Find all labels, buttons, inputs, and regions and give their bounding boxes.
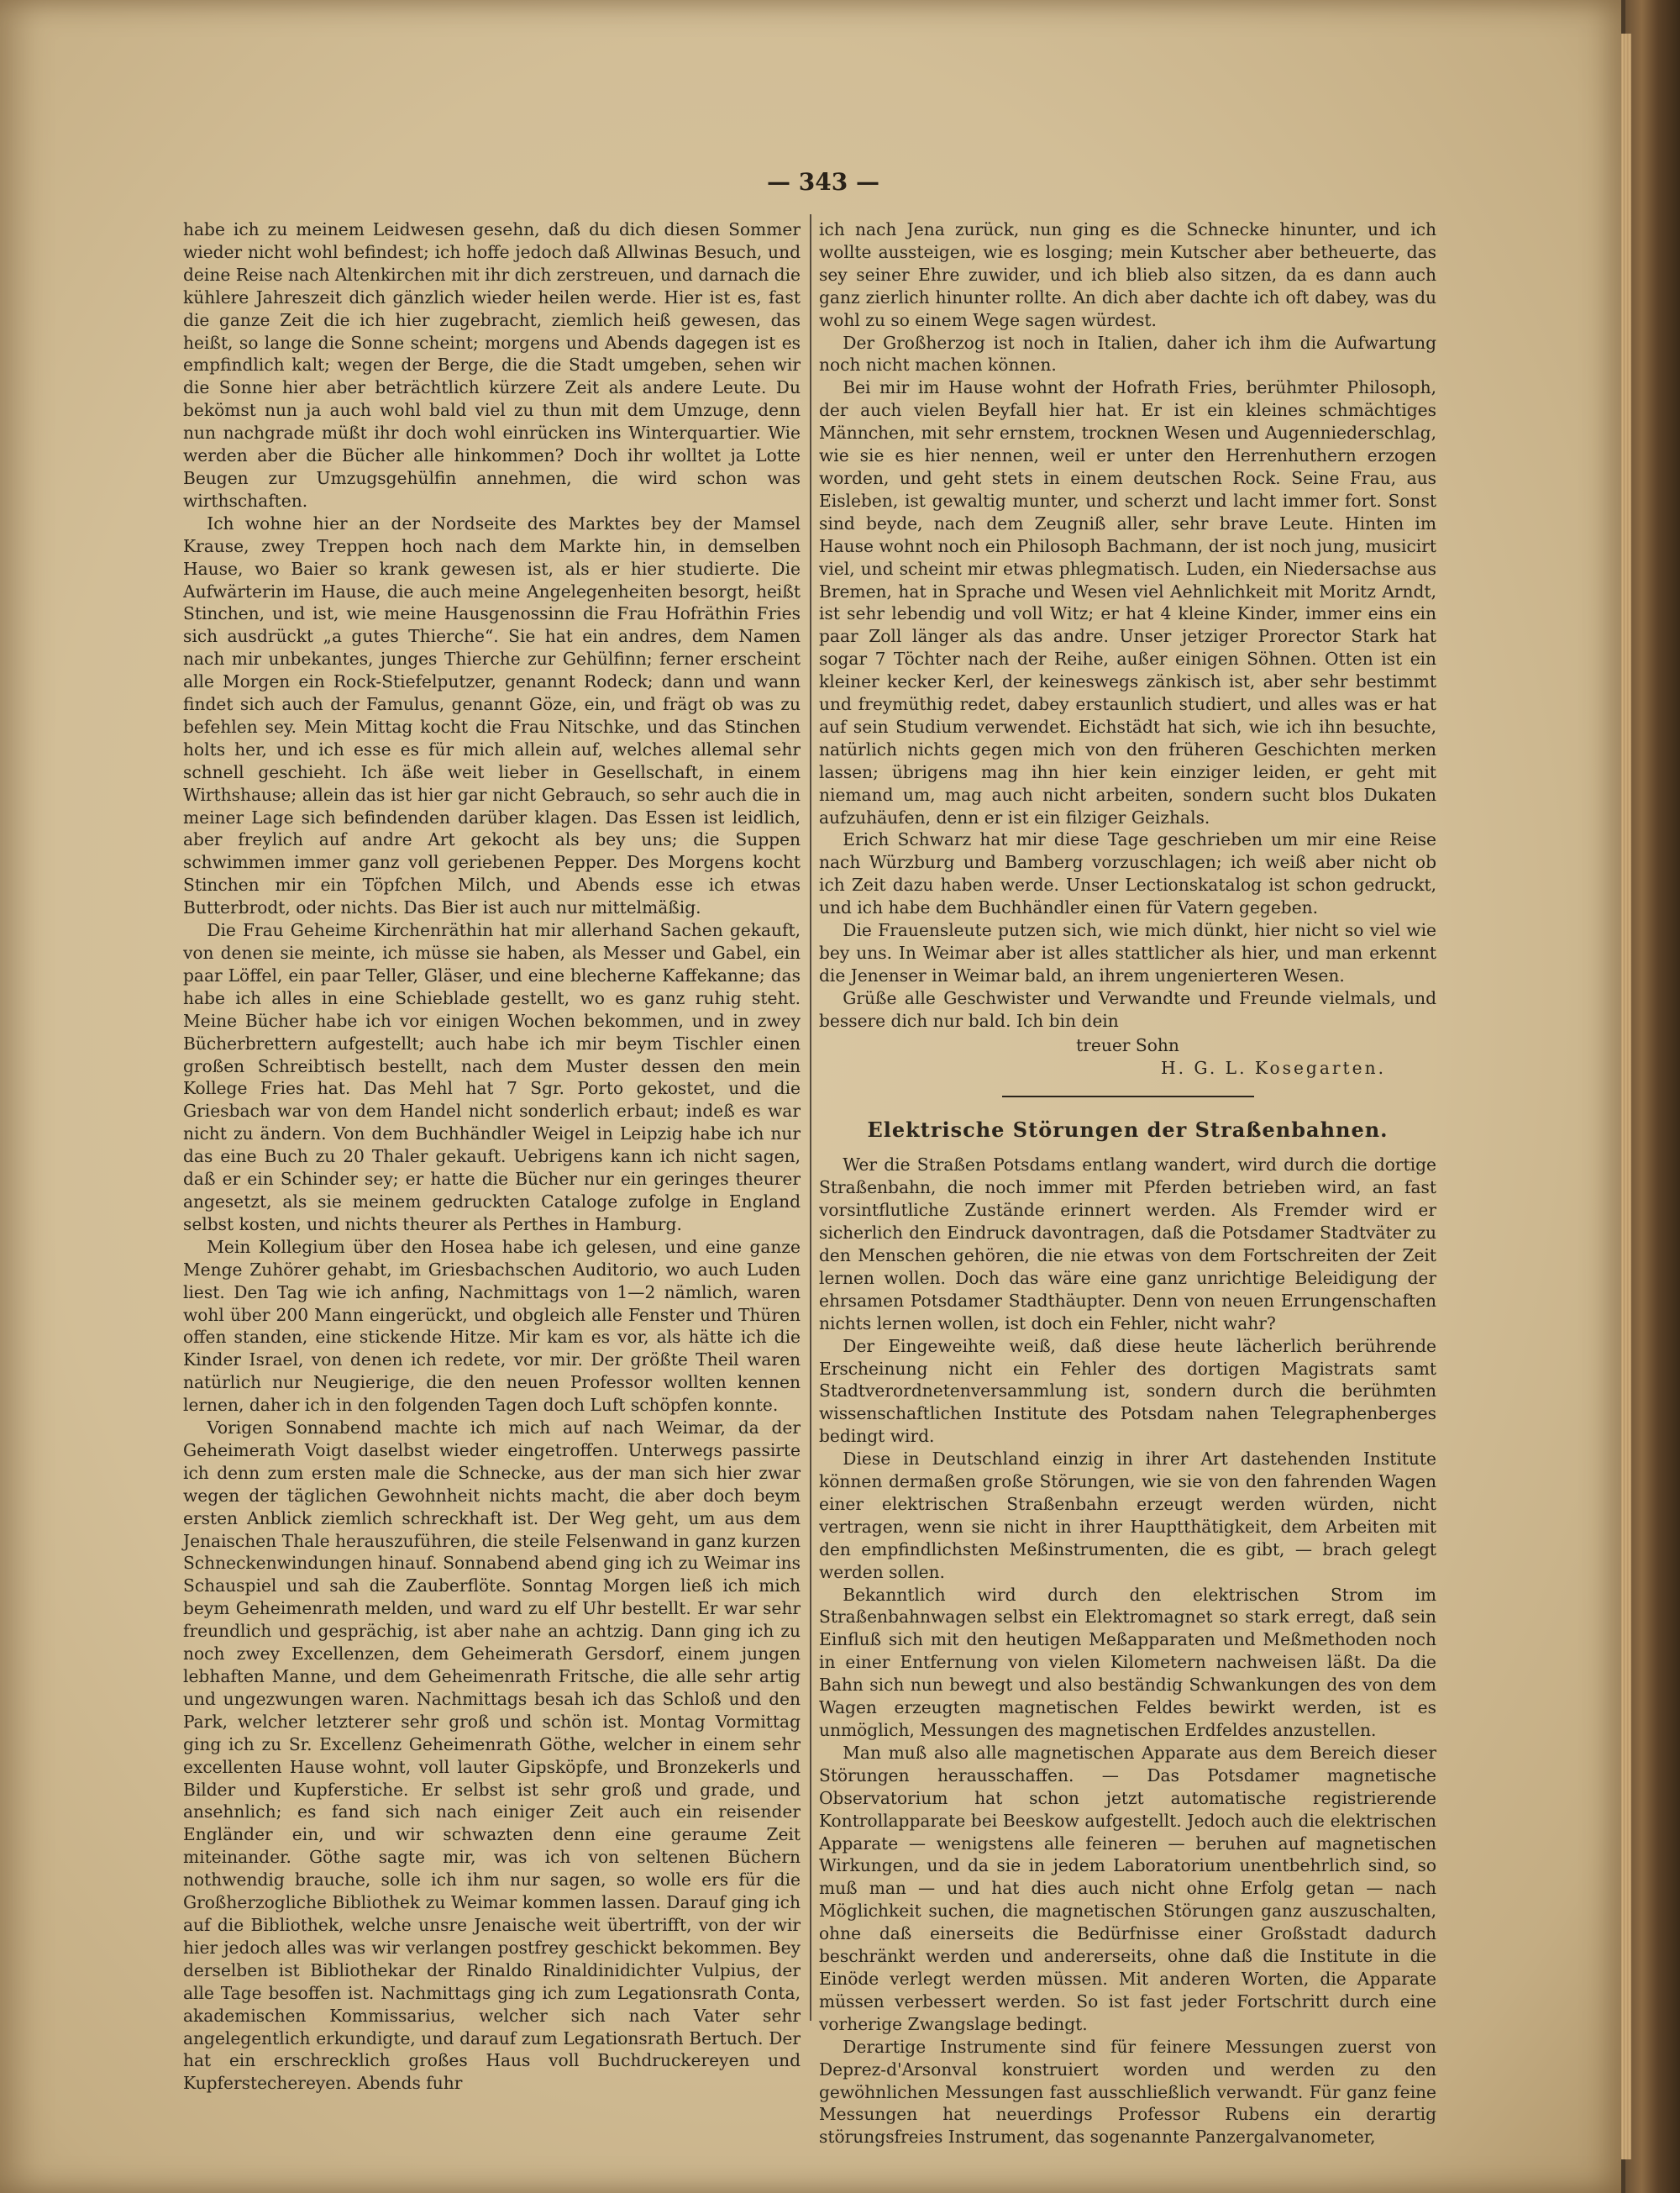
article-paragraph: Diese in Deutschland einzig in ihrer Art dastehenden Institute können dermaßen große Störungen, wie sie von den fahrenden Wagen einer elektrischen Straßenbahn erzeugt werden würden, nicht vertragen, wenn sie nicht in ihrer Hauptthätigkeit, dem Arbeiten mit den empfindlichsten Meßinstrumenten, die es gibt, — brach gelegt werden sollen. [819, 1449, 1436, 1582]
article-paragraph: Der Eingeweihte weiß, daß diese heute lächerlich berührende Erscheinung nicht ein Fehler des dortigen Magistrats samt Stadtverordnetenversammlung ist, sondern durch die berühmten wissenschaftlichen Institute des Potsdam nahen Telegraphenberges bedingt wird. [819, 1335, 1436, 1447]
article-paragraph: Wer die Straßen Potsdams entlang wandert, wird durch die dortige Straßenbahn, die noch immer mit Pferden betrieben wird, an fast vorsintflutliche Zustände erinnert werden. Als Fremder wird er sicherlich den Eindruck davontragen, daß die Potsdamer Stadtväter zu den Menschen gehören, die nie etwas von dem Fortschreiten der Zeit lernen wollen. Doch das wäre eine ganz unrichtige Beleidigung der ehrsamen Potsdamer Stadthäupter. Denn von neuen Errungenschaften nichts lernen wollen, ist doch ein Fehler, nicht wahr? [819, 1154, 1436, 1333]
letter-paragraph: Ich wohne hier an der Nordseite des Marktes bey der Mamsel Krause, zwey Treppen hoch nach dem Markte hin, in demselben Hause, wo Baier so krank gewesen ist, als er hier studierte. Die Aufwärterin im Hause, die auch meine Angelegenheiten besorgt, heißt Stinchen, und ist, wie meine Hausgenossinn die Frau Hofräthin Fries sich ausdrückt „a gutes Thierche“. Sie hat ein andres, dem Namen nach mir unbekantes, junges Thierche zur Gehülfinn; ferner erscheint alle Morgen ein Rock-Stiefelputzer, genannt Rodeck; dann und wann findet sich auch der Famulus, genannt Göze, ein, und frägt ob was zu befehlen sey. Mein Mittag kocht die Frau Nitschke, und das Stinchen holts her, und ich esse es für mich allein auf, welches allemal sehr schnell geschieht. Ich äße weit lieber in Gesellschaft, in einem Wirthshause; allein das ist hier gar nicht Gebrauch, so sehr auch die in meiner Lage sich befindenden darüber klagen. Das Essen ist leidlich, aber freylich auf andre Art gekocht als bey uns; die Suppen schwimmen immer ganz voll geriebenen Pepper. Des Morgens kocht Stinchen mir ein Töpfchen Milch, und Abends esse ich etwas Butterbrodt, oder nichts. Das Bier ist auch nur mittelmäßig. [183, 513, 801, 918]
letter-paragraph: Mein Kollegium über den Hosea habe ich gelesen, und eine ganze Menge Zuhörer gehabt, im Griesbachschen Auditorio, wo auch Luden liest. Den Tag wie ich anfing, Nachmittags von 1—2 nämlich, waren wohl über 200 Mann eingerückt, und obgleich alle Fenster und Thüren offen standen, eine stickende Hitze. Mir kam es vor, als hätte ich die Kinder Israel, von denen ich redete, vor mir. Der größte Theil waren natürlich nur Neugierige, die den neuen Professor wollten kennen lernen, daher ich in den folgenden Tagen doch Luft schöpfen konnte. [183, 1236, 801, 1416]
page-number: — 343 — [767, 168, 879, 196]
letter-paragraph: habe ich zu meinem Leidwesen gesehn, daß du dich diesen Sommer wieder nicht wohl befindest; ich hoffe jedoch daß Allwinas Besuch, und deine Reise nach Altenkirchen mit ihr dich zerstreuen, und darnach die kühlere Jahreszeit dich gänzlich wieder heilen werde. Hier ist es, fast die ganze Zeit die ich hier zugebracht, ziemlich heiß gewesen, das heißt, so lange die Sonne scheint; morgens und Abends dagegen ist es empfindlich kalt; wegen der Berge, die die Stadt umgeben, sehen wir die Sonne hier aber beträchtlich kürzere Zeit als andere Leute. Du bekömst nun ja auch wohl bald viel zu thun mit dem Umzuge, denn nun nachgrade müßt ihr doch wohl einrücken ins Winterquartier. Wie werden aber die Bücher alle hinkommen? Doch ihr wolltet ja Lotte Beugen zur Umzugsgehülfin annehmen, die wird schon was wirthschaften. [183, 219, 801, 511]
book-spine [1625, 0, 1680, 2193]
article-paragraph: Man muß also alle magnetischen Apparate aus dem Bereich dieser Störungen herausschaffen. — Das Potsdamer magnetische Observatorium hat schon jetzt automatische registrierende Kontrollapparate bei Beeskow aufgestellt. Jedoch auch die elektrischen Apparate — wenigstens alle feineren — beruhen auf magnetischen Wirkungen, und da sie in jedem Laboratorium unentbehrlich sind, so muß man — und hat dies auch nicht ohne Erfolg getan — nach Möglichkeit suchen, die magnetischen Störungen ganz auszuschalten, ohne daß einerseits die Bedürfnisse einer Großstadt dadurch beschränkt werden und andererseits, ohne daß die Institute in die Einöde verlegt werden müssen. Mit anderen Worten, die Apparate müssen verbessert werden. So ist fast jeder Fortschritt durch eine vorherige Zwangslage bedingt. [819, 1742, 1436, 2034]
letter-paragraph: Die Frauensleute putzen sich, wie mich dünkt, hier nicht so viel wie bey uns. In Weimar aber ist alles stattlicher als hier, und man erkennt die Jenenser in Weimar bald, an ihrem ungenierteren Wesen. [819, 920, 1436, 986]
article-paragraph: Bekanntlich wird durch den elektrischen Strom im Straßenbahnwagen selbst ein Elektromagnet so stark erregt, daß sein Einfluß sich mit den heutigen Meßapparaten und Meßmethoden noch in einer Entfernung von vielen Kilometern nachweisen läßt. Da die Bahn sich nun bewegt und also beständig Schwankungen des von dem Wagen erzeugten magnetischen Feldes bewirkt werden, ist es unmöglich, Messungen des magnetischen Erdfeldes anzustellen. [819, 1584, 1436, 1740]
letter-paragraph: Erich Schwarz hat mir diese Tage geschrieben um mir eine Reise nach Würzburg und Bamberg vorzuschlagen; ich weiß aber nicht ob ich Zeit dazu haben werde. Unser Lectionskatalog ist schon gedruckt, und ich habe dem Buchhändler einen für Vatern gegeben. [819, 829, 1436, 918]
letter-paragraph: ich nach Jena zurück, nun ging es die Schnecke hinunter, und ich wollte aussteigen, wie es losging; mein Kutscher aber betheuerte, das sey seiner Ehre zuwider, und ich blieb also sitzen, da es dann auch ganz zierlich hinunter rollte. An dich aber dachte ich oft dabey, was du wohl zu so einem Wege sagen würdest. [819, 219, 1436, 330]
column-divider [810, 214, 811, 2021]
section-divider [1002, 1096, 1254, 1097]
article-title: Elektrische Störungen der Straßenbahnen. [867, 1118, 1389, 1143]
letter-paragraph: Die Frau Geheime Kirchenräthin hat mir allerhand Sachen gekauft, von denen sie meinte, ich müsse sie haben, als Messer und Gabel, ein paar Löffel, ein paar Teller, Gläser, und eine blecherne Kaffekanne; das habe ich alles in eine Schieblade gestellt, wo es ganz ruhig steht. Meine Bücher habe ich vor einigen Wochen bekommen, und in zwey Bücherbrettern aufgestellt; auch habe ich mir beym Tischler einen großen Schreibtisch bestellt, nach dem Muster dessen den mein Kollege Fries hat. Das Mehl hat 7 Sgr. Porto gekostet, und die Griesbach war von dem Handel nicht sonderlich erbaut; indeß es war nicht zu ändern. Von dem Buchhändler Weigel in Leipzig habe ich nur das eine Buch zu 20 Thaler gekauft. Uebrigens kann ich nicht sagen, daß er ein Schinder sey; er hatte die Bücher nur ein geringes theurer angesetzt, als sie meinem gedruckten Cataloge zufolge in England selbst kosten, und nichts theurer als Perthes in Hamburg. [183, 920, 801, 1234]
article-paragraph: Derartige Instrumente sind für feinere Messungen zuerst von Deprez-d'Arsonval konstruiert worden und werden zu den gewöhnlichen Messungen fast ausschließlich verwandt. Für ganz feine Messungen hat neuerdings Professor Rubens ein derartig störungsfreies Instrument, das sogenannte Panzergalvanometer, [819, 2036, 1436, 2148]
letter-closing: treuer Sohn [1076, 1034, 1179, 1055]
letter-paragraph: Grüße alle Geschwister und Verwandte und Freunde vielmals, und bessere dich nur bald. Ich bin dein [819, 987, 1436, 1031]
letter-paragraph: Der Großherzog ist noch in Italien, daher ich ihm die Aufwartung noch nicht machen können. [819, 332, 1436, 376]
letter-paragraph: Vorigen Sonnabend machte ich mich auf nach Weimar, da der Geheimerath Voigt daselbst wieder eingetroffen. Unterwegs passirte ich denn zum ersten male die Schnecke, aus der man sich hier zwar wegen der täglichen Gewohnheit nichts macht, die aber doch beym ersten Anblick ziemlich schreckhaft ist. Der Weg geht, um aus dem Jenaischen Thale herauszuführen, die steile Felsenwand in ganz kurzen Schneckenwindungen hinauf. Sonnabend abend ging ich zu Weimar ins Schauspiel und sah die Zauberflöte. Sonntag Morgen ließ ich mich beym Geheimenrath melden, und ward zu elf Uhr bestellt. Er war sehr freundlich und gesprächig, ist aber nahe an achtzig. Dann ging ich zu noch zwey Excellenzen, dem Geheimerath Gersdorf, einem jungen lebhaften Manne, und dem Geheimenrath Fritsche, die alle sehr artig und ungezwungen waren. Nachmittags besah ich das Schloß und den Park, welcher letzterer sehr groß und schön ist. Montag Vormittag ging ich zu Sr. Excellenz Geheimenrath Göthe, welcher in einem sehr excellenten Hause wohnt, voll lauter Gipsköpfe, und Bronzekerls und Bilder und Kupferstiche. Er selbst ist sehr groß und grade, und ansehnlich; es fand sich nach einiger Zeit auch ein reisender Engländer ein, und wir schwazten denn eine geraume Zeit miteinander. Göthe sagte mir, was ich von seltenen Büchern nothwendig brauche, solle ich ihm nur sagen, so wolle ers für die Großherzogliche Bibliothek zu Weimar kommen lassen. Darauf ging ich auf die Bibliothek, welche unsre Jenaische weit übertrifft, von der wir hier jedoch alles was wir verlangen postfrey geschickt bekommen. Bey derselben ist Bibliothekar der Rinaldo Rinaldinidichter Vulpius, der alle Tage besoffen ist. Nachmittags ging ich zum Legationsrath Conta, akademischen Kommissarius, welcher sich nach Vater sehr angelegentlich erkundigte, und darauf zum Legationsrath Bertuch. Der hat ein erschrecklich großes Haus voll Buchdruckereyen und Kupferstechereyen. Abends fuhr [183, 1417, 801, 2094]
left-column [183, 218, 801, 2094]
letter-paragraph: Bei mir im Hause wohnt der Hofrath Fries, berühmter Philosoph, der auch vielen Beyfall hier hat. Er ist ein kleines schmächtiges Männchen, mit sehr ernstem, trocknen Wesen und Augenniederschlag, wie sie es hier nennen, weil er unter den Herrenhuthern erzogen worden, und geht stets in einem deutschen Rock. Seine Frau, aus Eisleben, ist gewaltig munter, und scherzt und lacht immer fort. Sonst sind beyde, nach dem Zeugniß aller, sehr brave Leute. Hinten im Hause wohnt noch ein Philosoph Bachmann, der ist noch jung, musicirt viel, und scheint mir etwas phlegmatisch. Luden, ein Niedersachse aus Bremen, hat in Sprache und Wesen viel Aehnlichkeit mit Moritz Arndt, ist sehr lebendig und voll Witz; er hat 4 kleine Kinder, immer eins ein paar Zoll länger als das andre. Unser jetziger Prorector Stark hat sogar 7 Töchter nach der Reihe, außer einigen Söhnen. Otten ist ein kleiner kecker Kerl, der keineswegs zänkisch ist, aber sehr bestimmt und freymüthig redet, dabey erstaunlich studiert, und alles was er hat auf sein Studium verwendet. Eichstädt hat sich, wie ich ihn besuchte, natürlich nichts gegen mich von den früheren Geschichten merken lassen; übrigens mag ihn hier kein einziger leiden, er geht mit niemand um, mag auch nicht arbeiten, sondern sucht blos Dukaten aufzuhäufen, denn er ist ein filziger Geizhals. [819, 377, 1436, 828]
letter-signature: H. G. L. Kosegarten. [1160, 1057, 1386, 1078]
right-column [819, 218, 1436, 2148]
